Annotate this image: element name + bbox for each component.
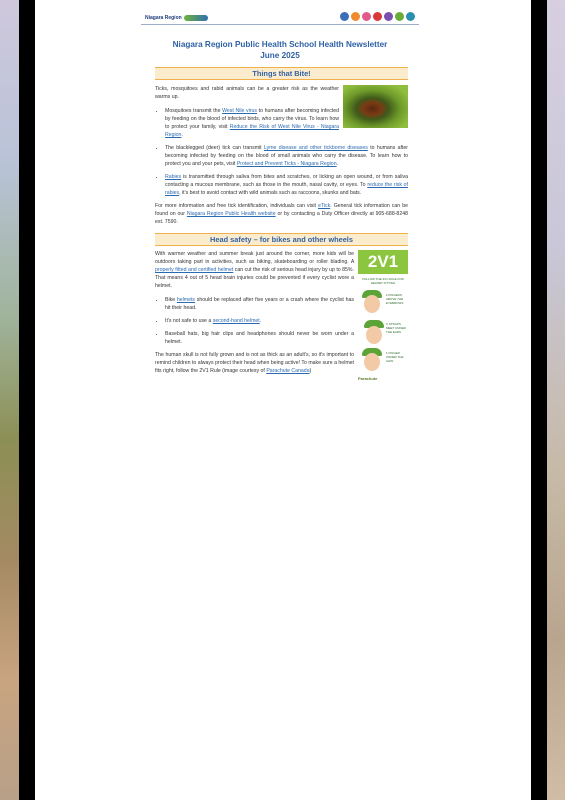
list-item: • Mosquitoes transmit the West Nile virus to humans after becoming infected by feeding on the blood of infected birds, who carry the virus. To learn how to protect your family, visit Reduce the Risk of West Nile Virus - Niagara Region.	[165, 107, 408, 139]
instagram-icon[interactable]	[362, 12, 371, 21]
lyme-disease-link[interactable]: Lyme disease and other tickborne diseases	[263, 145, 368, 151]
parachute-logo: Parachute	[358, 376, 378, 381]
child-face-icon	[366, 326, 382, 344]
background-left	[0, 0, 21, 800]
label-v-straps: V STRAPS MEET UNDER THE EARS	[386, 322, 406, 334]
parachute-canada-link[interactable]: Parachute Canada	[266, 368, 310, 374]
newsletter-title: Niagara Region Public Health School Health Newsletter June 2025	[172, 40, 388, 60]
logo-wave-icon	[184, 15, 208, 21]
viewer-border-right	[531, 0, 547, 800]
public-health-website-link[interactable]: Niagara Region Public Health website	[186, 211, 276, 217]
section-heading: Things that Bite!	[155, 67, 408, 80]
more-info-text: For more information and free tick identification, individuals can visit eTick. General tick information can be found on our Niagara Region Public Health website or by contacting a Duty Officer directly at 905-688-8248 ext. 7590.	[155, 203, 408, 225]
niagara-region-logo[interactable]	[145, 15, 208, 21]
social-links	[340, 12, 415, 21]
logo-text: Niagara Region	[145, 15, 182, 21]
viewer-border-left	[19, 0, 35, 800]
rabies-link[interactable]: Rabies	[165, 174, 182, 180]
label-1-finger: 1 FINGER UNDER THE CHIN	[386, 351, 404, 363]
etick-link[interactable]: eTick	[318, 203, 331, 209]
helmet-2v1-infographic	[358, 250, 408, 381]
reduce-rabies-link[interactable]: reduce the risk of rabies	[165, 182, 408, 196]
newsletter	[141, 0, 419, 381]
email-icon[interactable]	[406, 12, 415, 21]
facebook-icon[interactable]	[340, 12, 349, 21]
twitter-icon[interactable]	[351, 12, 360, 21]
tick-photo	[343, 85, 408, 128]
section-things-that-bite	[155, 67, 408, 226]
intro-text: Ticks, mosquitoes and rabid animals can be a greater risk as the weather warms up.	[155, 86, 339, 100]
intro-text: With warmer weather and summer break just around the corner, more kids will be outdoors taking part in activities, such as biking, skateboarding or roller blading. A properly fitted and certified helmet can cut the risk of serious head injury by up to 85%. That means 4 out of 5 head brain injuries could be prevented if every cyclist wore a helmet.	[155, 251, 354, 289]
label-2-fingers: 2 FINGERS ABOVE THE EYEBROWS	[386, 293, 404, 305]
newsletter-header	[141, 0, 419, 25]
reduce-risk-link[interactable]: Reduce the Risk of West Nile Virus - Niagara Region	[165, 124, 340, 138]
list-item: • The blacklegged (deer) tick can transmit Lyme disease and other tickborne diseases to humans after becoming infected by feeding on the blood of small animals who carry the disease. To learn how to protect you and your pets, visit Protect and Prevent Ticks - Niagara Region.	[165, 144, 408, 168]
protect-ticks-link[interactable]: Protect and Prevent Ticks - Niagara Region	[236, 161, 337, 167]
section-head-safety	[155, 233, 408, 381]
certified-helmet-link[interactable]: properly fitted and certified helmet	[155, 267, 234, 273]
home-icon[interactable]	[395, 12, 404, 21]
2v1-title: 2V1	[358, 250, 408, 274]
list-item: • Rabies is transmitted through saliva from bites and scratches, or licking an open wound, or from saliva contacting a mucous membrane, such as those in the mouth, nasal cavity, or eyes. To reduce the risk of rabies, it's best to avoid contact with wild animals such as raccoons, skunks and bats.	[165, 173, 408, 197]
section-heading: Head safety – for bikes and other wheels	[155, 233, 408, 246]
youtube-icon[interactable]	[373, 12, 382, 21]
helmets-link[interactable]: helmets	[176, 297, 196, 303]
background-right	[547, 0, 565, 800]
list-item: • Baseball hats, big hair clips and headphones should never be worn under a helmet.	[165, 330, 408, 346]
second-hand-helmet-link[interactable]: second-hand helmet	[212, 318, 260, 324]
outro-text: The human skull is not fully grown and is not as thick as an adult's, so it's important to remind children to always protect their head when being active! To make sure a helmet fits right, follow the 2V1 Rule (image courtesy of Parachute Canada)	[155, 352, 354, 374]
list-item: • It's not safe to use a second-hand helmet.	[165, 317, 408, 325]
child-face-icon	[364, 353, 380, 371]
child-face-icon	[364, 295, 380, 313]
linkedin-icon[interactable]	[384, 12, 393, 21]
list-item: • Bike helmets should be replaced after five years or a crash where the cyclist has hit their head.	[165, 296, 408, 312]
infographic-caption: FOLLOW THE 2V1 RULE FOR HELMET FITTING	[362, 277, 404, 285]
newsletter-date: June 2025	[260, 50, 300, 60]
west-nile-link[interactable]: West Nile virus	[222, 108, 257, 114]
